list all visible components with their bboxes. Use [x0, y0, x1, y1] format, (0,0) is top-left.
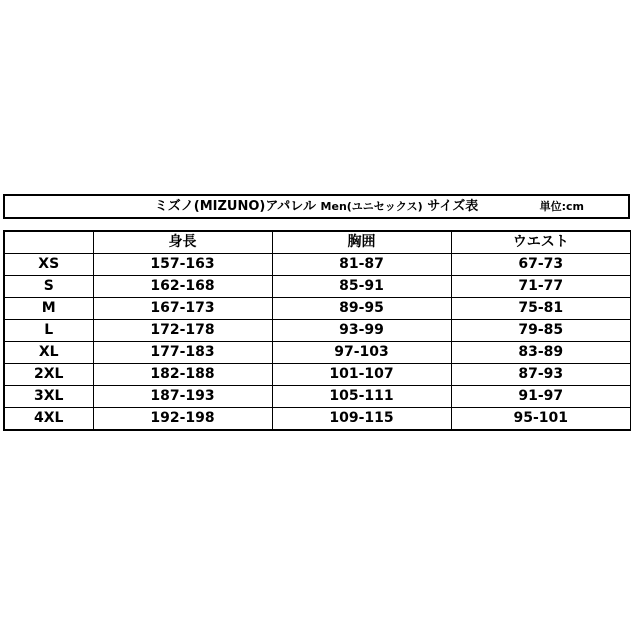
table-row — [4, 408, 631, 431]
cell-chest: 101-107 — [272, 364, 451, 386]
table-row — [4, 364, 631, 386]
page-title — [5, 196, 628, 217]
header-height: 身長 — [93, 231, 272, 254]
cell-waist: 83-89 — [451, 342, 631, 364]
header-chest: 胸囲 — [272, 231, 451, 254]
cell-chest: 81-87 — [272, 254, 451, 276]
cell-chest: 93-99 — [272, 320, 451, 342]
table-row — [4, 298, 631, 320]
table-body — [4, 254, 631, 431]
cell-waist: 79-85 — [451, 320, 631, 342]
cell-chest: 85-91 — [272, 276, 451, 298]
cell-height: 162-168 — [93, 276, 272, 298]
cell-size: 2XL — [4, 364, 93, 386]
cell-height: 157-163 — [93, 254, 272, 276]
cell-size: 4XL — [4, 408, 93, 431]
cell-size: XL — [4, 342, 93, 364]
cell-size: 3XL — [4, 386, 93, 408]
title-bar — [3, 194, 630, 219]
cell-height: 192-198 — [93, 408, 272, 431]
header-waist: ウエスト — [451, 231, 631, 254]
cell-chest: 97-103 — [272, 342, 451, 364]
cell-waist: 75-81 — [451, 298, 631, 320]
table-row — [4, 320, 631, 342]
cell-size: XS — [4, 254, 93, 276]
cell-chest: 89-95 — [272, 298, 451, 320]
cell-height: 167-173 — [93, 298, 272, 320]
header-size — [4, 231, 93, 254]
size-table — [3, 230, 631, 431]
table-header-row — [4, 231, 631, 254]
cell-size: L — [4, 320, 93, 342]
title-gender: Men(ユニセックス) — [320, 200, 423, 213]
cell-size: M — [4, 298, 93, 320]
cell-height: 187-193 — [93, 386, 272, 408]
title-suffix: サイズ表 — [427, 199, 479, 214]
cell-waist: 95-101 — [451, 408, 631, 431]
cell-waist: 91-97 — [451, 386, 631, 408]
cell-height: 177-183 — [93, 342, 272, 364]
unit-label: 単位:cm — [539, 200, 584, 213]
cell-chest: 105-111 — [272, 386, 451, 408]
cell-waist: 71-77 — [451, 276, 631, 298]
table-row — [4, 276, 631, 298]
cell-waist: 67-73 — [451, 254, 631, 276]
table-row — [4, 342, 631, 364]
cell-height: 182-188 — [93, 364, 272, 386]
cell-size: S — [4, 276, 93, 298]
table-row — [4, 254, 631, 276]
title-brand: ミズノ(MIZUNO)アパレル — [154, 199, 316, 214]
cell-chest: 109-115 — [272, 408, 451, 431]
cell-waist: 87-93 — [451, 364, 631, 386]
table-row — [4, 386, 631, 408]
cell-height: 172-178 — [93, 320, 272, 342]
